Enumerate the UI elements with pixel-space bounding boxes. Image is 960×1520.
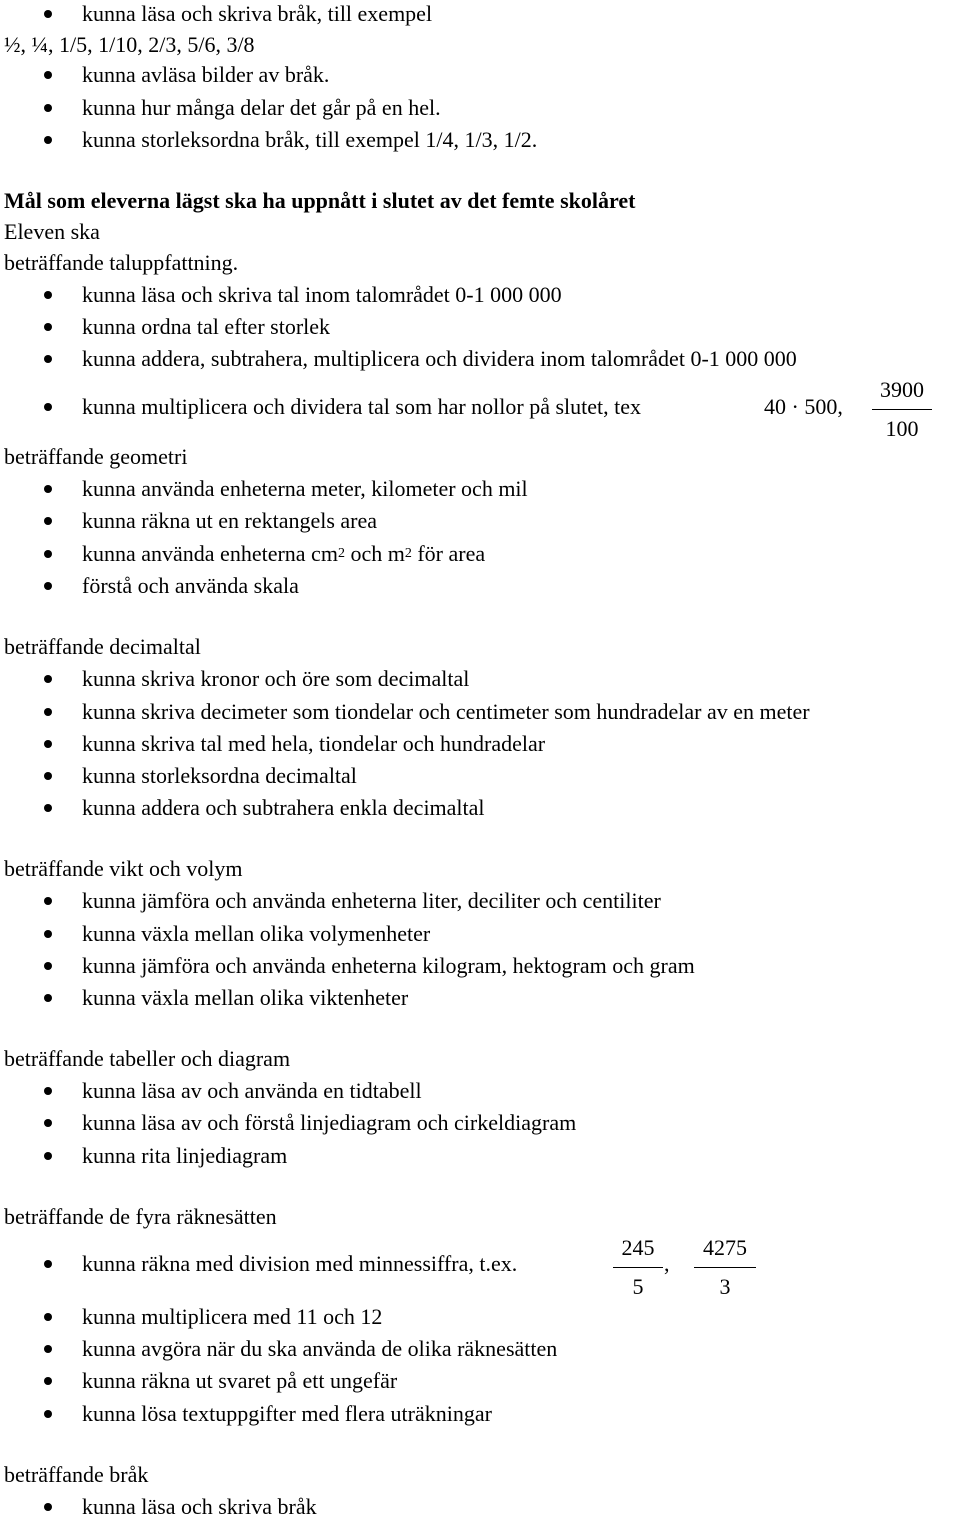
bullet-icon [44, 1119, 52, 1127]
list-item-text: kunna jämföra och använda enheterna kilogram, hektogram och gram [82, 953, 695, 978]
bullet-icon [44, 485, 52, 493]
list-item-text: kunna addera, subtrahera, multiplicera och dividera inom talområdet 0-1 000 000 [82, 346, 797, 371]
fraction-numerator: 3900 [880, 377, 924, 402]
area-text-pre: kunna använda enheterna cm [82, 541, 338, 566]
list-item-text: kunna multiplicera och dividera tal som har nollor på slutet, tex [82, 394, 642, 419]
bullet-icon [44, 1377, 52, 1385]
list-item-text: kunna addera och subtrahera enkla decimaltal [82, 795, 485, 820]
bullet-icon [44, 1410, 52, 1418]
list-item-text: kunna läsa och skriva tal inom talområdet 0-1 000 000 [82, 282, 562, 307]
list-item-text: kunna storleksordna bråk, till exempel 1/4, 1/3, 1/2. [82, 127, 538, 152]
fraction-3900-100 [872, 377, 932, 442]
bullet-icon [44, 136, 52, 144]
area-text-post: för area [411, 541, 486, 566]
list-item-text: kunna skriva decimeter som tiondelar och centimeter som hundradelar av en meter [82, 699, 810, 724]
list-item-text: kunna jämföra och använda enheterna liter, deciliter och centiliter [82, 888, 661, 913]
bullet-icon [44, 323, 52, 331]
list-item-text: förstå och använda skala [82, 573, 299, 598]
bullet-icon [44, 517, 52, 525]
fraction-denominator: 5 [632, 1274, 644, 1299]
bullet-icon [44, 930, 52, 938]
fraction-separator: , [664, 1251, 670, 1276]
list-item-text: kunna rita linjediagram [82, 1143, 288, 1168]
bullet-icon [44, 582, 52, 590]
superscript-2: 2 [337, 546, 345, 561]
bullet-icon [44, 804, 52, 812]
fraction-4275-3 [694, 1235, 756, 1300]
list-item-text: kunna växla mellan olika volymenheter [82, 921, 431, 946]
bullet-icon [44, 104, 52, 112]
fraction-numerator: 4275 [703, 1235, 747, 1260]
bullet-icon [44, 355, 52, 363]
bullet-icon [44, 291, 52, 299]
section-heading-raknesatten: beträffande de fyra räknesätten [4, 1204, 277, 1229]
bullet-icon [44, 897, 52, 905]
fractions-line: ½, ¼, 1/5, 1/10, 2/3, 5/6, 3/8 [4, 32, 255, 57]
bullet-icon [44, 1503, 52, 1511]
list-item-text: kunna hur många delar det går på en hel. [82, 95, 441, 120]
section-heading-brak: beträffande bråk [4, 1462, 149, 1487]
bullet-icon [44, 772, 52, 780]
section-heading-taluppfattning: beträffande taluppfattning. [4, 250, 239, 275]
list-item-text: kunna växla mellan olika viktenheter [82, 985, 409, 1010]
bullet-icon [44, 675, 52, 683]
list-item-text: kunna storleksordna decimaltal [82, 763, 357, 788]
bullet-icon [44, 10, 52, 18]
multiplication-expression: 40 · 500, [764, 394, 843, 419]
list-item-text: kunna ordna tal efter storlek [82, 314, 331, 339]
list-item-text: kunna avläsa bilder av bråk. [82, 62, 330, 87]
bullet-icon [44, 1152, 52, 1160]
bullet-icon [44, 994, 52, 1002]
section-heading-geometri: beträffande geometri [4, 444, 188, 469]
fraction-denominator: 3 [719, 1274, 731, 1299]
bullet-icon [44, 1313, 52, 1321]
list-item-text: kunna skriva tal med hela, tiondelar och hundradelar [82, 731, 546, 756]
section-heading-vikt-volym: beträffande vikt och volym [4, 856, 243, 881]
list-item-text [82, 541, 485, 567]
fraction-bar [872, 409, 932, 410]
list-item-text: kunna läsa av och använda en tidtabell [82, 1078, 422, 1103]
list-item-text: kunna läsa av och förstå linjediagram och cirkeldiagram [82, 1110, 577, 1135]
fraction-245-5 [613, 1235, 663, 1300]
bullet-icon [44, 1260, 52, 1268]
bullet-icon [44, 403, 52, 411]
bullet-icon [44, 71, 52, 79]
list-item-text: kunna räkna med division med minnessiffra, t.ex. [82, 1251, 518, 1276]
list-item-text: kunna skriva kronor och öre som decimaltal [82, 666, 470, 691]
fraction-numerator: 245 [621, 1235, 655, 1260]
list-item-text: kunna lösa textuppgifter med flera uträkningar [82, 1401, 492, 1426]
bullet-icon [44, 550, 52, 558]
area-text-mid: och m [344, 541, 405, 566]
list-item-text: kunna läsa och skriva bråk, till exempel [82, 1, 433, 26]
fraction-bar [694, 1267, 756, 1268]
bullet-icon [44, 708, 52, 716]
bullet-icon [44, 1345, 52, 1353]
fraction-bar [613, 1267, 663, 1268]
list-item-text: kunna räkna ut svaret på ett ungefär [82, 1368, 398, 1393]
list-item-text: kunna räkna ut en rektangels area [82, 508, 378, 533]
section-heading-decimaltal: beträffande decimaltal [4, 634, 201, 659]
goal-heading: Mål som eleverna lägst ska ha uppnått i slutet av det femte skolåret [4, 188, 636, 213]
list-item-text: kunna multiplicera med 11 och 12 [82, 1304, 383, 1329]
list-item-text: kunna avgöra när du ska använda de olika räknesätten [82, 1336, 558, 1361]
bullet-icon [44, 740, 52, 748]
superscript-2: 2 [404, 546, 412, 561]
list-item-text: kunna använda enheterna meter, kilometer och mil [82, 476, 528, 501]
fraction-denominator: 100 [885, 416, 919, 441]
list-item-text: kunna läsa och skriva bråk [82, 1494, 317, 1519]
bullet-icon [44, 1087, 52, 1095]
section-heading-tabeller: beträffande tabeller och diagram [4, 1046, 291, 1071]
bullet-icon [44, 962, 52, 970]
eleven-ska: Eleven ska [4, 219, 100, 244]
